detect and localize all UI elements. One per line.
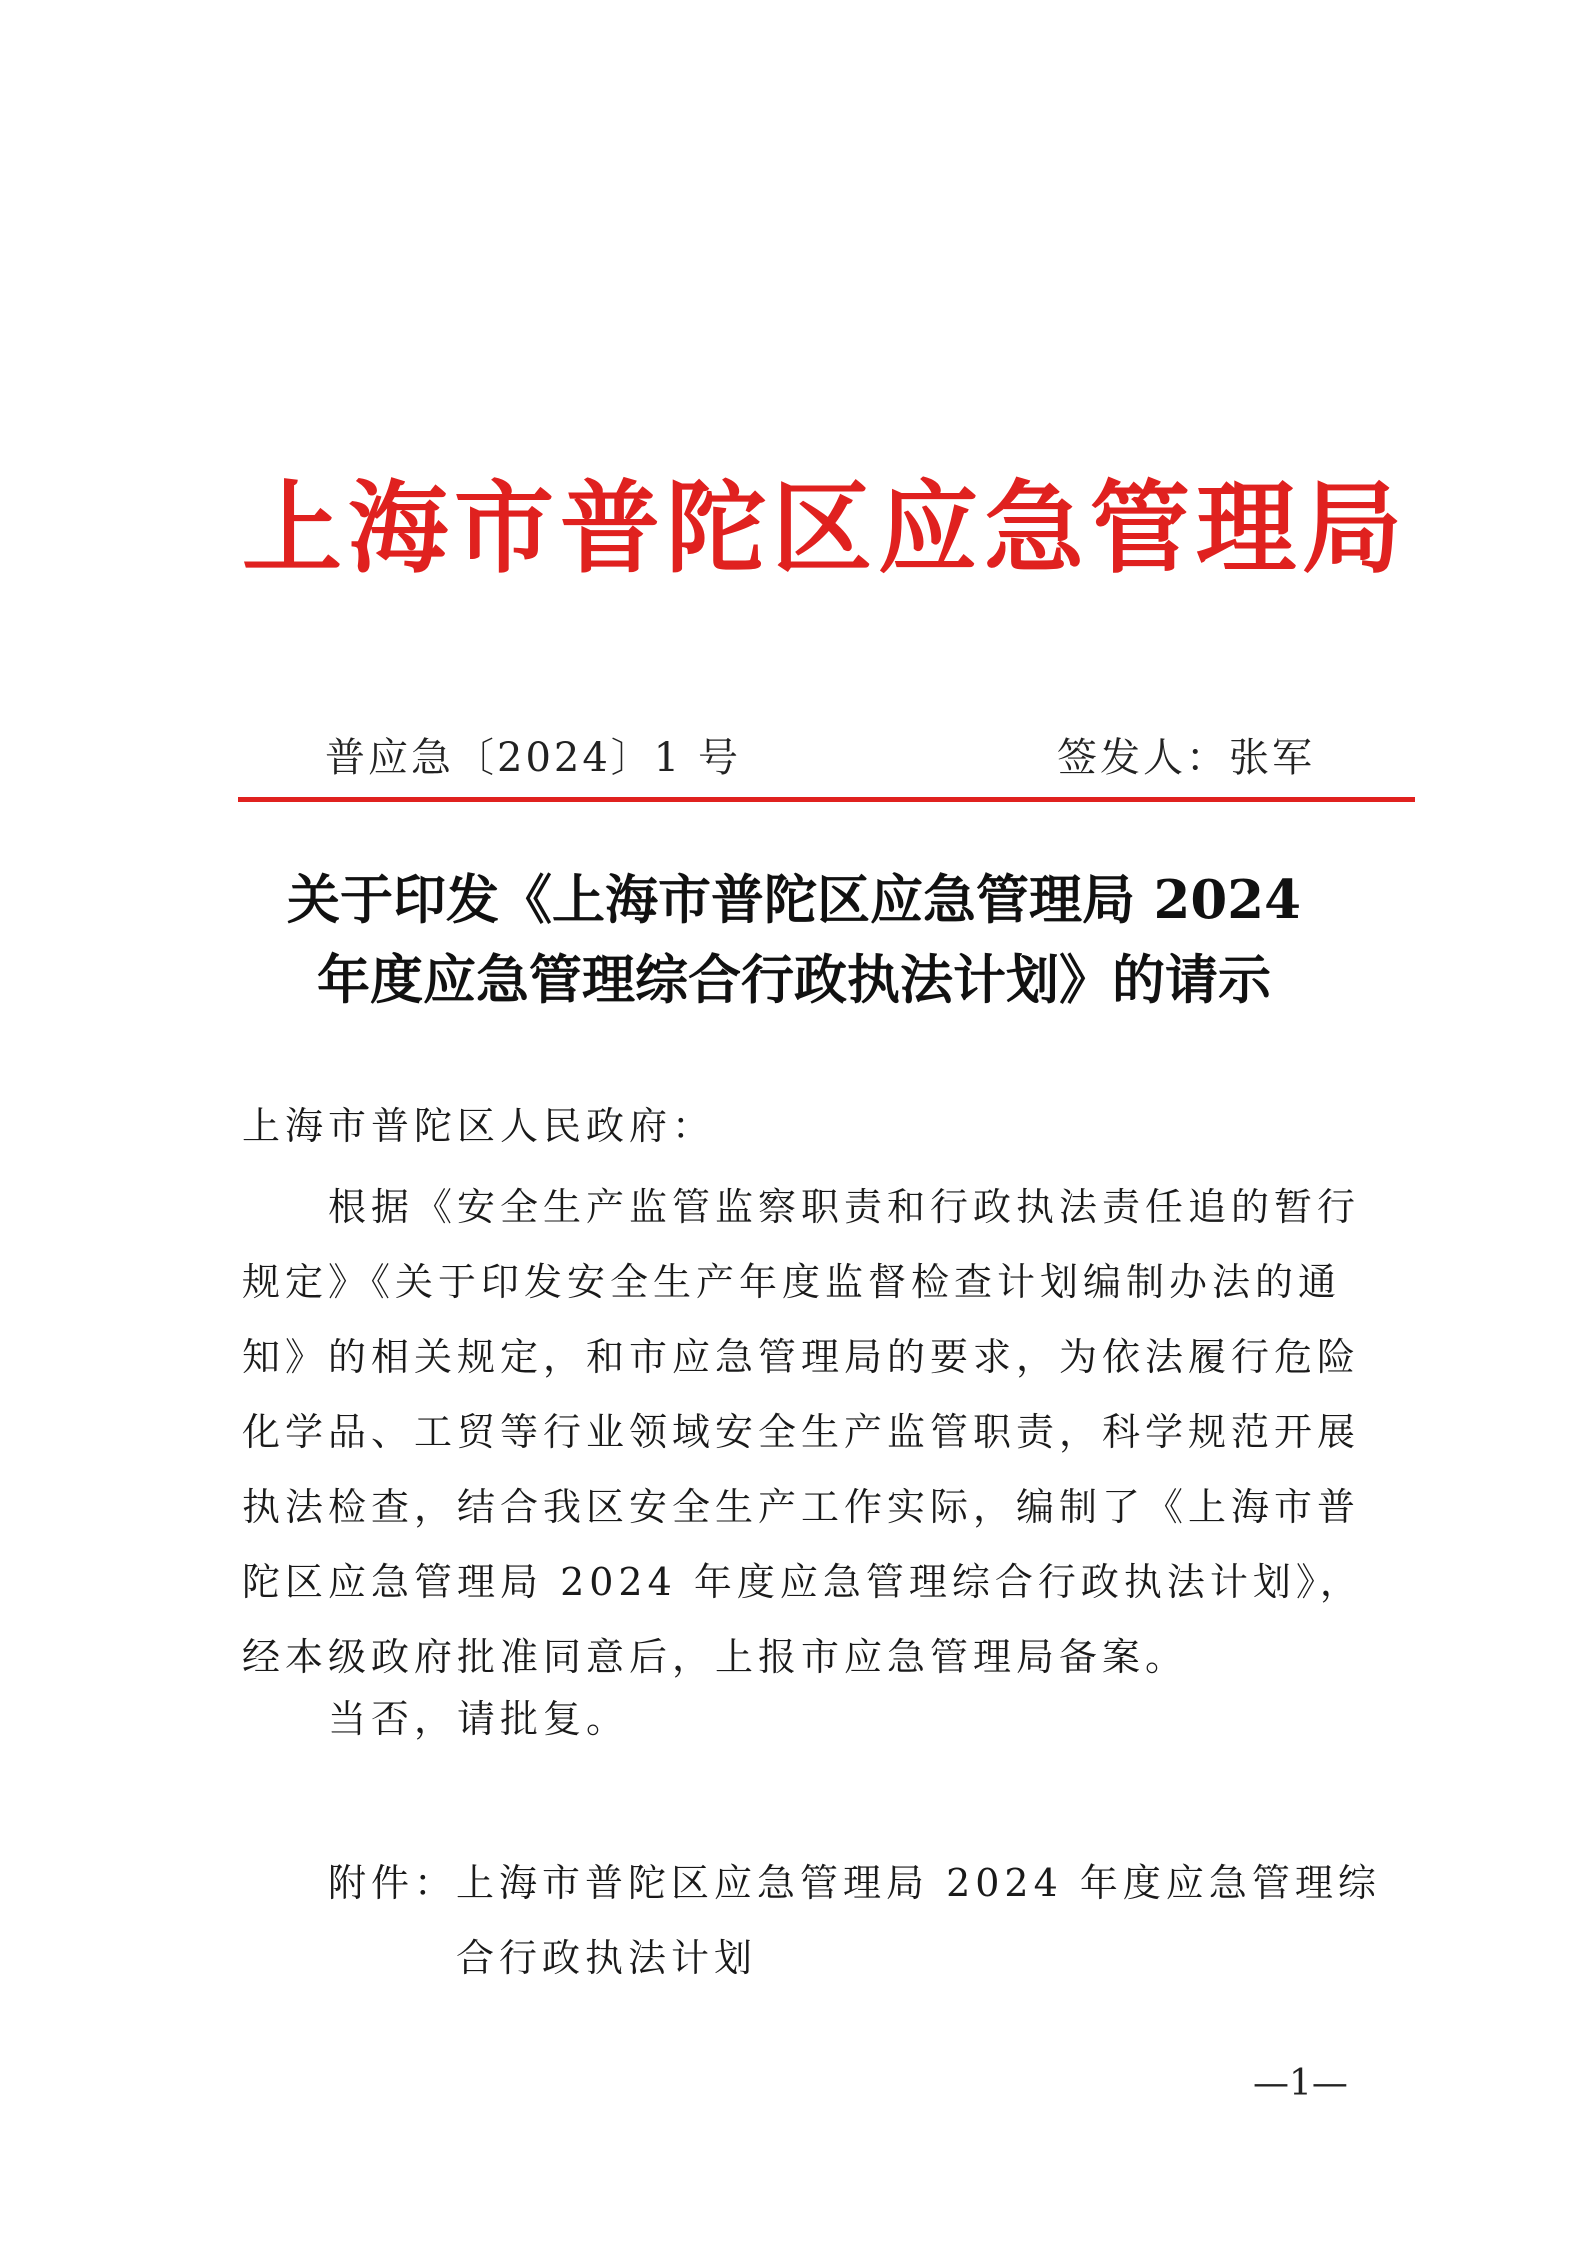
page-number: —1— (1253, 2063, 1348, 2104)
body-line: 陀区应急管理局 2024 年度应急管理综合行政执法计划》， (242, 1560, 1363, 1604)
issuer-masthead: 上海市普陀区应急管理局 (242, 469, 1408, 587)
document-number: 普应急〔2024〕1 号 (325, 735, 741, 781)
title-line-2: 年度应急管理综合行政执法计划》的请示 (317, 949, 1271, 1011)
body-line: 根据《安全生产监管监察职责和行政执法责任追的暂行 (328, 1185, 1361, 1229)
attachment-text-line-1: 上海市普陀区应急管理局 2024 年度应急管理综 (456, 1861, 1381, 1905)
body-line: 执法检查，结合我区安全生产工作实际，编制了《上海市普 (242, 1485, 1361, 1529)
title-line-1: 关于印发《上海市普陀区应急管理局 2024 (287, 869, 1301, 931)
body-line: 化学品、工贸等行业领域安全生产监管职责，科学规范开展 (242, 1410, 1361, 1454)
attachment-row (328, 1846, 1381, 1921)
red-separator-line (238, 797, 1415, 802)
document-title (240, 860, 1348, 1020)
salutation: 上海市普陀区人民政府： (242, 1104, 716, 1148)
body-line: 规定》《关于印发安全生产年度监督检查计划编制办法的通 (242, 1260, 1342, 1304)
body-line: 经本级政府批准同意后，上报市应急管理局备案。 (242, 1635, 1189, 1679)
attachment-label: 附件： (328, 1861, 458, 1905)
closing-request: 当否，请批复。 (328, 1697, 630, 1741)
attachment-block (328, 1846, 1381, 1996)
body-paragraph (242, 1170, 1363, 1695)
body-line: 知》的相关规定，和市应急管理局的要求，为依法履行危险 (242, 1335, 1361, 1379)
attachment-text-line-2: 合行政执法计划 (456, 1936, 758, 1980)
document-info-row (325, 730, 1315, 786)
signer: 签发人：张军 (1057, 735, 1315, 781)
